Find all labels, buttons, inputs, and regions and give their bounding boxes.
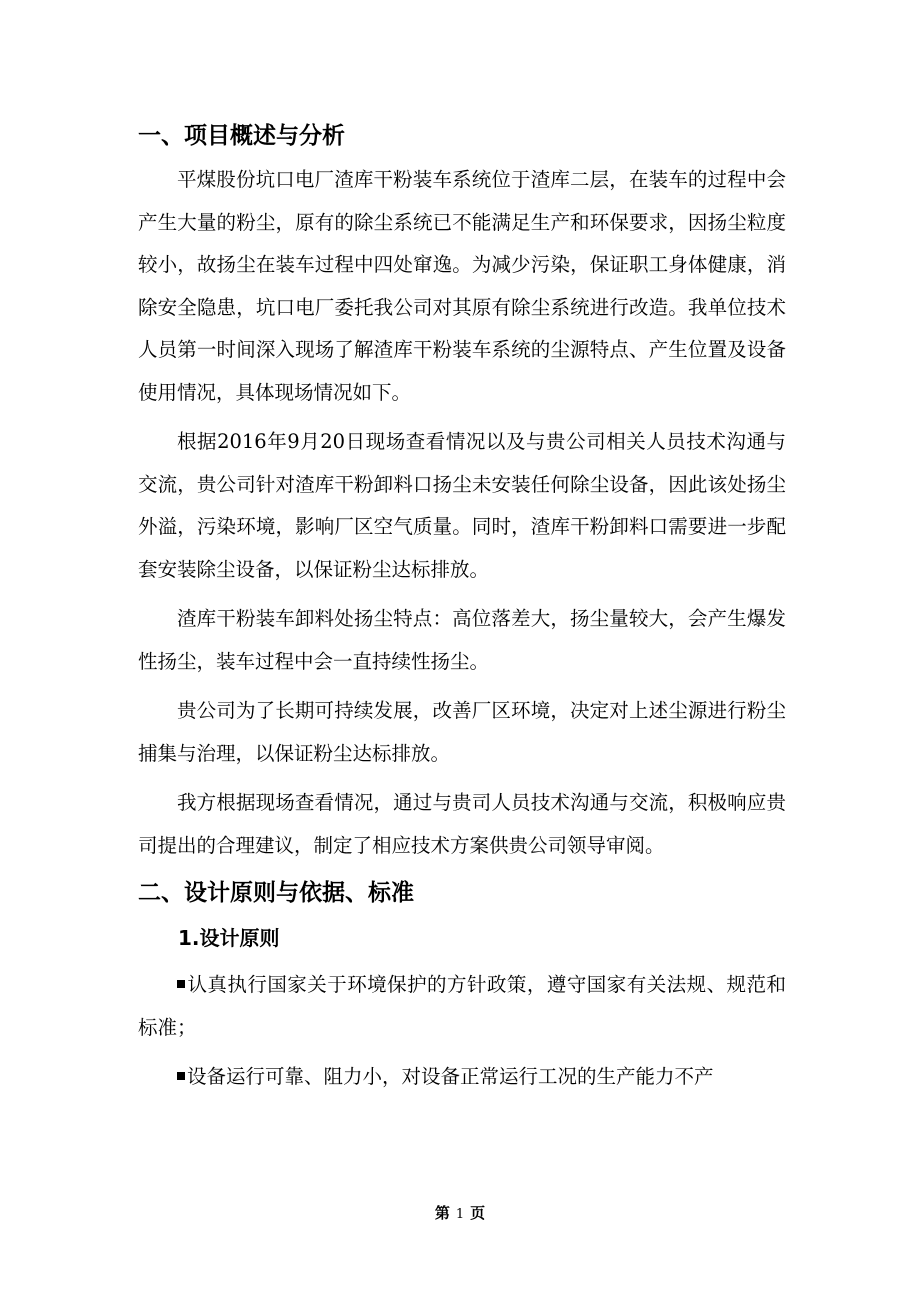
section-2-heading: 二、设计原则与依据、标准 bbox=[138, 880, 414, 906]
page-number: 1 bbox=[455, 1207, 465, 1222]
footer-prefix: 第 bbox=[434, 1204, 450, 1222]
page-footer bbox=[0, 1203, 920, 1225]
square-bullet-icon bbox=[177, 1072, 185, 1080]
section-1-paragraph-1: 平煤股份坑口电厂渣库干粉装车系统位于渣库二层，在装车的过程中会产生大量的粉尘，原有的除尘系统已不能满足生产和环保要求，因扬尘粒度较小，故扬尘在装车过程中四处窜逸。为减少污染，保证职工身体健康，消除安全隐患，坑口电厂委托我公司对其原有除尘系统进行改造。我单位技术人员第一时间深入现场了解渣库干粉装车系统的尘源特点、产生位置及设备使用情况，具体现场情况如下。 bbox=[138, 168, 786, 404]
page-content bbox=[138, 113, 786, 1106]
section-1-paragraph-3: 渣库干粉装车卸料处扬尘特点：高位落差大，扬尘量较大，会产生爆发性扬尘，装车过程中会一直持续性扬尘。 bbox=[138, 607, 786, 673]
section-2-subheading: 1.设计原则 bbox=[178, 926, 280, 950]
section-1-paragraph-2: 根据2016年9月20日现场查看情况以及与贵公司相关人员技术沟通与交流，贵公司针对渣库干粉卸料口扬尘未安装任何除尘设备，因此该处扬尘外溢，污染环境，影响厂区空气质量。同时，渣库干粉卸料口需要进一步配套安装除尘设备，以保证粉尘达标排放。 bbox=[138, 430, 786, 581]
section-1-heading: 一、项目概述与分析 bbox=[138, 123, 345, 149]
footer-suffix: 页 bbox=[470, 1204, 486, 1222]
bullet-item bbox=[138, 964, 786, 1049]
bullet-text: 设备运行可靠、阻力小，对设备正常运行工况的生产能力不产 bbox=[187, 1065, 714, 1088]
square-bullet-icon bbox=[177, 980, 185, 988]
section-1-paragraph-5: 我方根据现场查看情况，通过与贵司人员技术沟通与交流，积极响应贵司提出的合理建议，制定了相应技术方案供贵公司领导审阅。 bbox=[138, 791, 786, 857]
section-1-paragraph-4: 贵公司为了长期可持续发展，改善厂区环境，决定对上述尘源进行粉尘捕集与治理，以保证粉尘达标排放。 bbox=[138, 699, 786, 765]
bullet-item bbox=[138, 1056, 786, 1099]
bullet-text: 认真执行国家关于环境保护的方针政策，遵守国家有关法规、规范和标准； bbox=[138, 973, 786, 1039]
